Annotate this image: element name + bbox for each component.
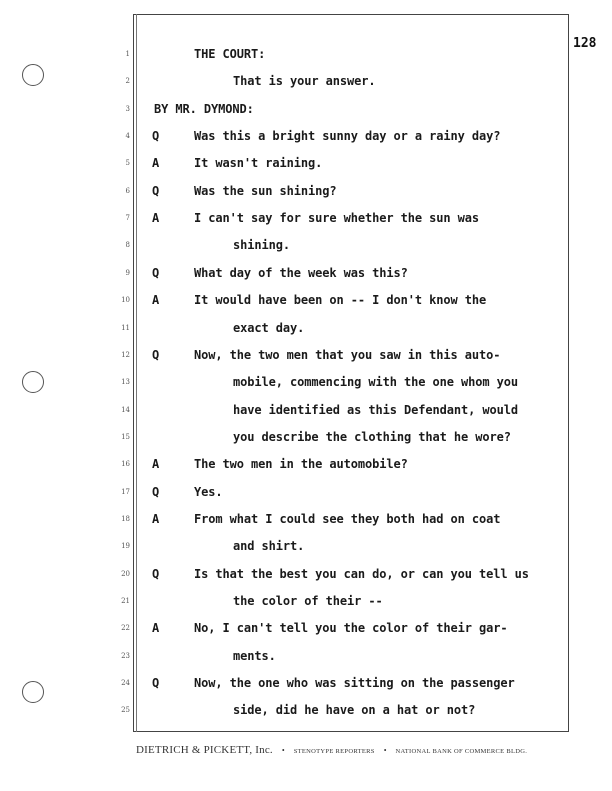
transcript-line-text: Now, the one who was sitting on the passenger <box>194 676 515 691</box>
answer-marker: A <box>152 211 160 226</box>
line-number: 5 <box>125 159 130 168</box>
transcript-line-text: The two men in the automobile? <box>194 457 408 472</box>
transcript-line-text: Yes. <box>194 484 223 499</box>
question-marker: Q <box>152 676 160 691</box>
transcript-line-text: That is your answer. <box>233 74 376 89</box>
line-number: 12 <box>121 350 130 359</box>
line-number: 11 <box>121 323 130 332</box>
page-number: 128 <box>573 36 597 51</box>
transcript-line-text: BY MR. DYMOND: <box>154 101 254 116</box>
line-number: 7 <box>125 214 130 223</box>
footer-address: NATIONAL BANK OF COMMERCE BLDG. <box>395 748 528 755</box>
footer-service: STENOTYPE REPORTERS <box>293 748 375 755</box>
line-number: 4 <box>125 132 130 141</box>
transcript-line-text: I can't say for sure whether the sun was <box>194 211 479 226</box>
line-number: 16 <box>121 460 130 469</box>
transcript-line-text: Was the sun shining? <box>194 183 337 198</box>
answer-marker: A <box>152 511 160 526</box>
line-number: 15 <box>121 432 130 441</box>
question-marker: Q <box>152 347 160 362</box>
footer-bullet-2: • <box>383 746 387 755</box>
line-number: 2 <box>125 77 130 86</box>
transcript-line-text: From what I could see they both had on coat <box>194 511 501 526</box>
transcript-line-text: shining. <box>233 238 290 253</box>
transcript-line-text: Now, the two men that you saw in this auto- <box>194 347 501 362</box>
answer-marker: A <box>152 621 160 636</box>
line-number: 1 <box>125 50 130 58</box>
line-number: 20 <box>121 569 130 578</box>
transcript-line-text: It would have been on -- I don't know the <box>194 293 487 308</box>
transcript-line-text: mobile, commencing with the one whom you <box>233 375 518 390</box>
question-marker: Q <box>152 183 160 198</box>
transcript-line-text: It wasn't raining. <box>194 156 323 171</box>
line-number: 19 <box>121 542 130 551</box>
transcript-line-text: and shirt. <box>233 539 305 554</box>
transcript-line-text: side, did he have on a hat or not? <box>233 703 476 718</box>
question-marker: Q <box>152 484 160 499</box>
binder-hole-top <box>22 64 44 86</box>
transcript-line-text: have identified as this Defendant, would <box>233 402 518 417</box>
line-number: 6 <box>125 186 130 195</box>
transcript-line-text: Was this a bright sunny day or a rainy day? <box>194 129 501 144</box>
question-marker: Q <box>152 129 160 144</box>
answer-marker: A <box>152 156 160 171</box>
answer-marker: A <box>152 293 160 308</box>
transcript-line-text: the color of their -- <box>233 594 383 608</box>
transcript-line-text: What day of the week was this? <box>194 265 408 280</box>
transcript-line-text: No, I can't tell you the color of their gar- <box>194 621 508 636</box>
line-number: 9 <box>125 268 130 277</box>
line-number: 24 <box>121 679 130 688</box>
transcript-line-text: THE COURT: <box>194 47 266 61</box>
transcript-line-text: Is that the best you can do, or can you tell us <box>194 566 529 581</box>
line-number: 14 <box>121 405 130 414</box>
line-number: 13 <box>121 378 130 387</box>
line-number-rule <box>136 14 137 732</box>
transcript-line-text: ments. <box>233 648 276 663</box>
line-number: 10 <box>121 296 130 305</box>
answer-marker: A <box>152 457 160 472</box>
line-number: 8 <box>125 241 130 250</box>
question-marker: Q <box>152 566 160 581</box>
line-number: 22 <box>121 624 130 633</box>
transcript-line-text: you describe the clothing that he wore? <box>233 429 511 444</box>
line-number: 17 <box>121 487 130 496</box>
binder-hole-bottom <box>22 681 44 703</box>
line-number: 25 <box>121 706 130 715</box>
line-number: 18 <box>121 514 130 523</box>
line-number: 23 <box>121 651 130 660</box>
line-number: 3 <box>125 104 130 113</box>
binder-hole-middle <box>22 371 44 393</box>
footer-firm: DIETRICH & PICKETT, Inc. <box>136 744 273 756</box>
line-number: 21 <box>121 597 130 605</box>
footer-bullet-1: • <box>281 746 285 755</box>
reporter-footer <box>136 740 566 758</box>
transcript-line-text: exact day. <box>233 320 305 335</box>
question-marker: Q <box>152 265 160 280</box>
